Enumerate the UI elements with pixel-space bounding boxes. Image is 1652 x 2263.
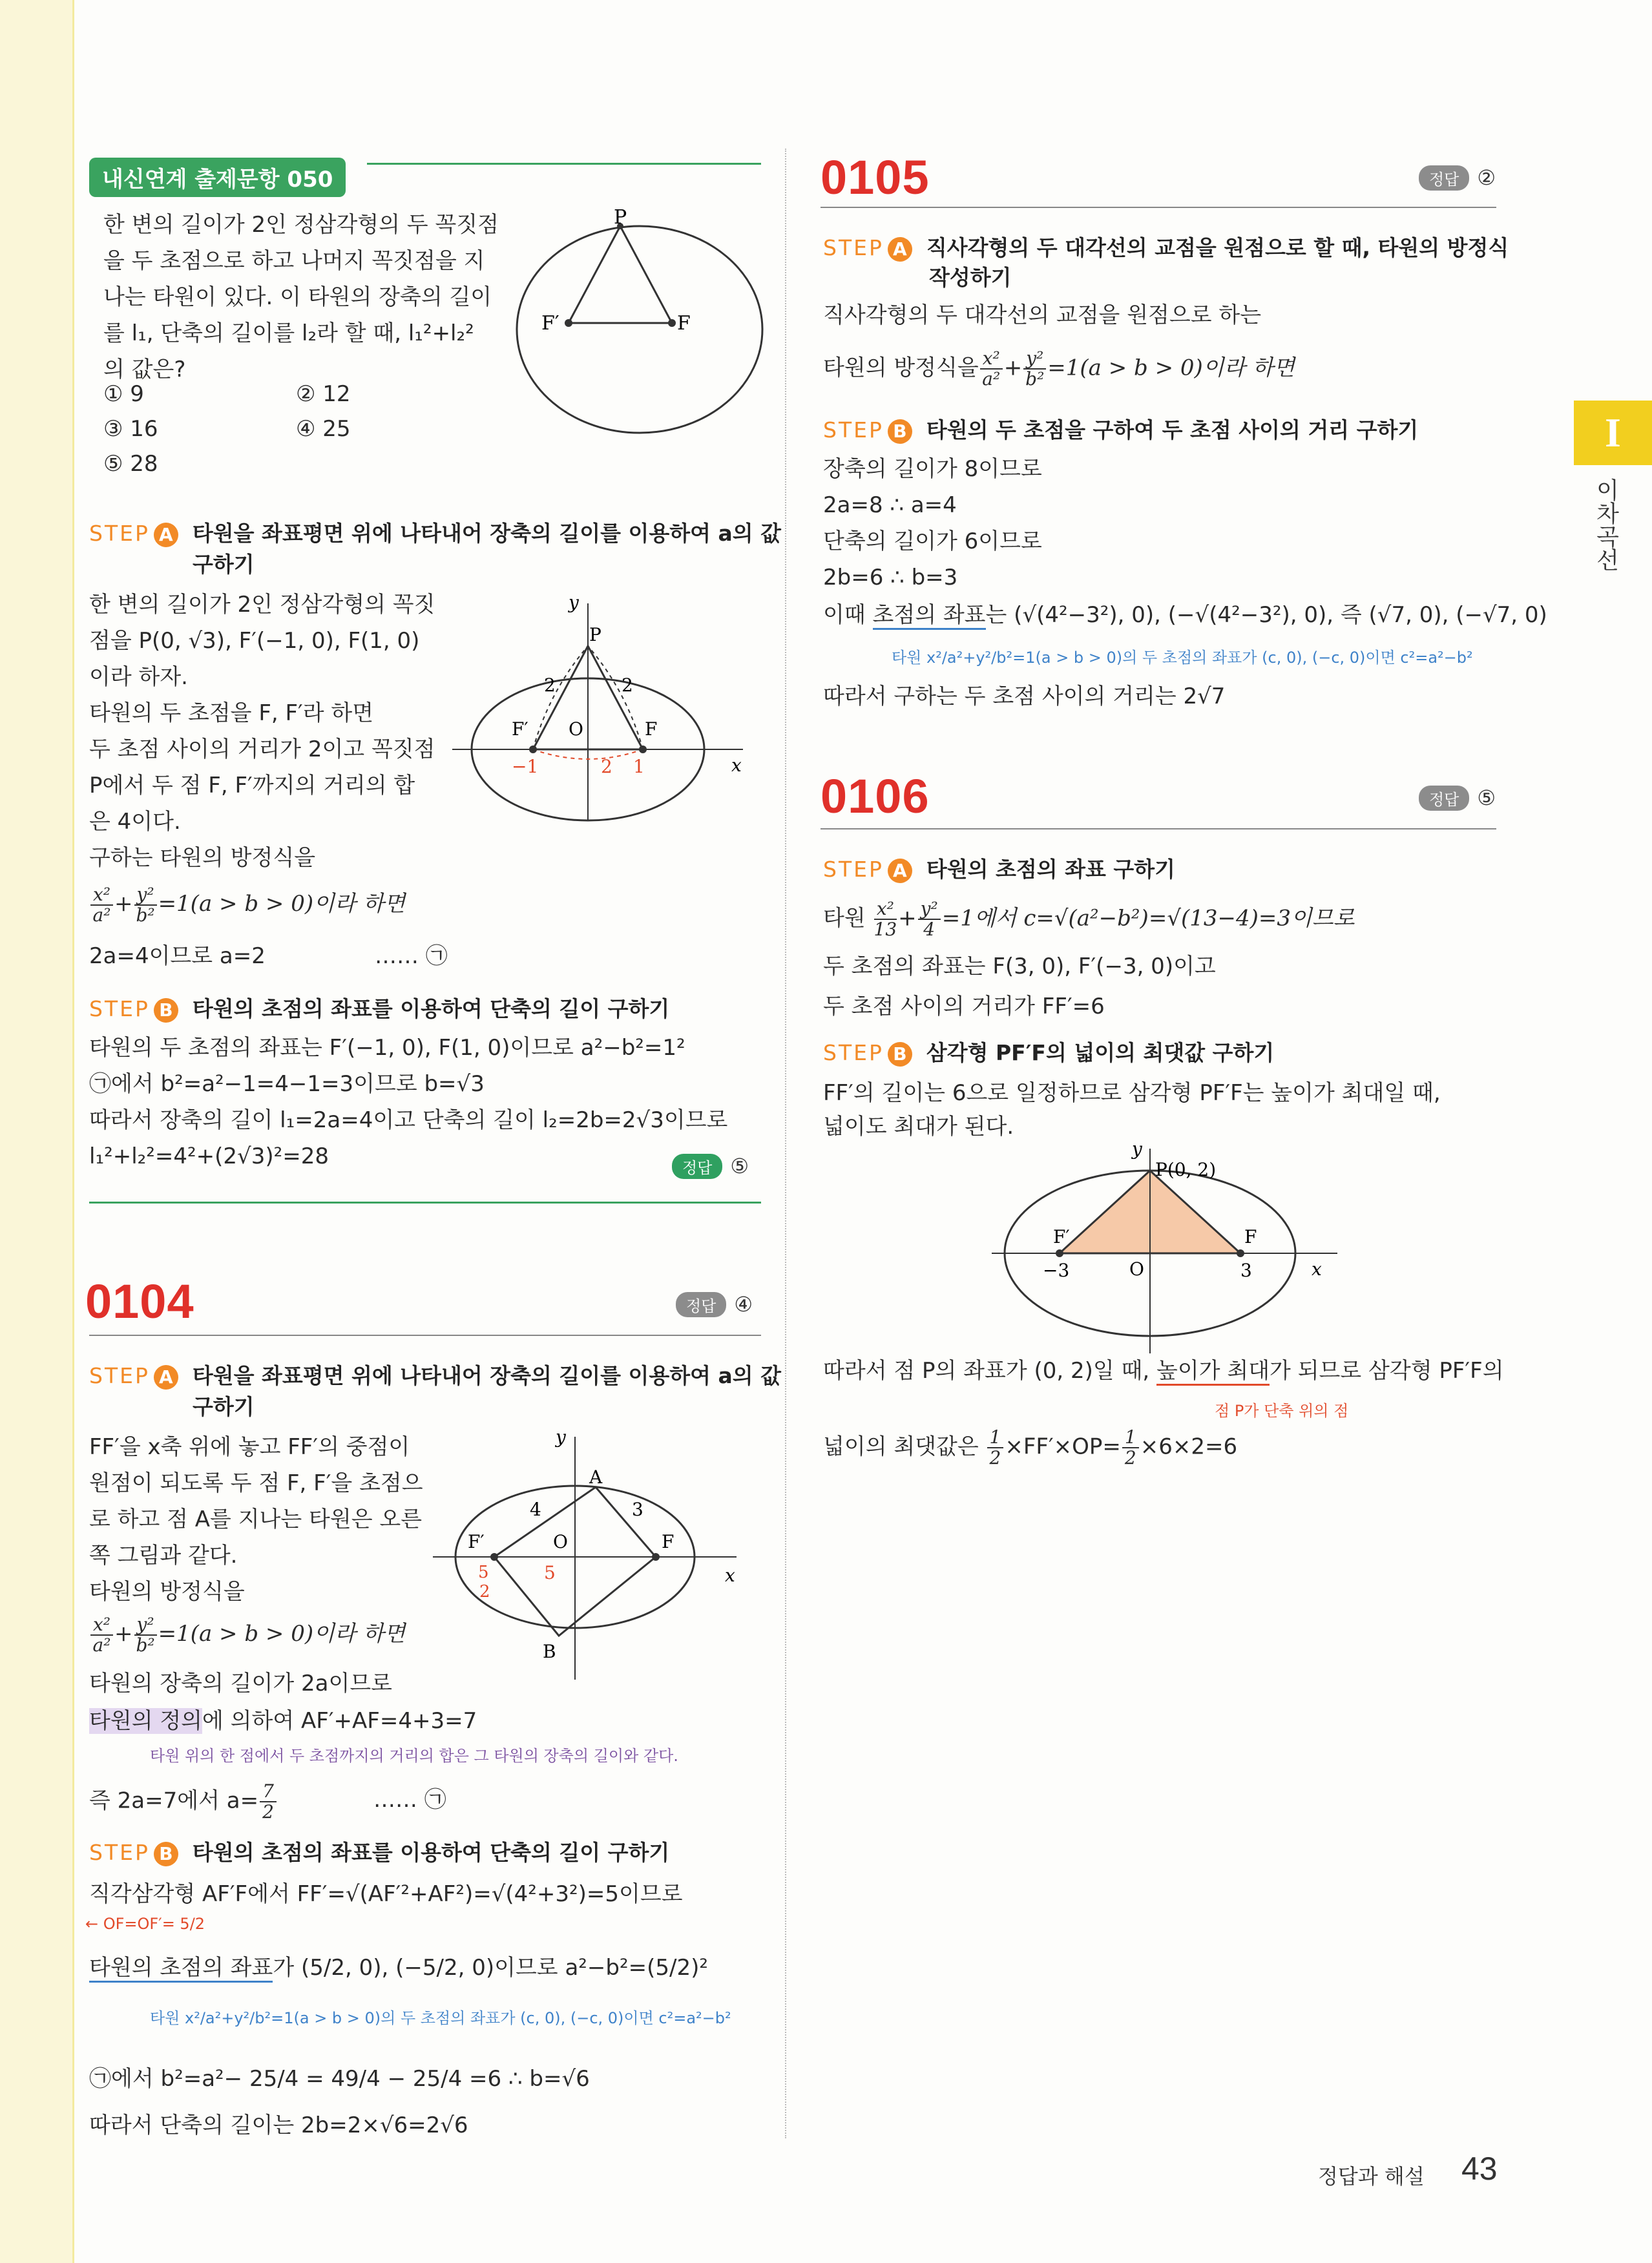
step-letter: A: [154, 1365, 178, 1390]
body-line: ㉠에서 b²=a²− 25/4 = 49/4 − 25/4 =6 ∴ b=√6: [89, 2066, 590, 2092]
body-line: 이라 하자.: [89, 664, 188, 690]
body-line: 넓이도 최대가 된다.: [823, 1114, 1014, 1140]
step-b-heading: [89, 992, 669, 1023]
answer-badge: [676, 1292, 753, 1317]
final-pre: 따라서 점 P의 좌표가 (0, 2)일 때,: [823, 1358, 1157, 1384]
answer-label: 정답: [1419, 786, 1469, 811]
label-o: O: [1129, 1258, 1144, 1280]
column-divider: [785, 149, 786, 2138]
step-a-heading: [823, 853, 1175, 883]
answer-label: 정답: [672, 1154, 722, 1179]
focus-line: [823, 597, 1547, 633]
axis-y: y: [1132, 1143, 1142, 1160]
choice: ⑤ 28: [103, 451, 158, 477]
definition-line: [89, 1703, 477, 1739]
step-b-heading: [823, 413, 1418, 444]
fig1-label-f: F: [677, 312, 691, 335]
step-a-heading-cont: 구하기: [193, 1394, 255, 1419]
answer-badge: [1419, 786, 1496, 811]
label-o: O: [569, 718, 583, 740]
label-f: F: [662, 1531, 674, 1552]
step-letter: B: [888, 419, 912, 444]
body-line: 점을 P(0, √3), F′(−1, 0), F(1, 0): [89, 628, 420, 654]
eq-post: =1에서 c=√(a²−b²)=√(13−4)=3이므로: [941, 905, 1355, 932]
label-fprime: F′: [1053, 1226, 1070, 1247]
fig1-label-p: P: [614, 207, 627, 229]
area-pre: 넓이의 최댓값은: [823, 1434, 979, 1460]
step-a-heading: [823, 231, 1509, 262]
ellipse-equation: $\frac{\text{x²}}{\text{a²}}$ + $\frac{\text{y²}}{\text{b²}}$ =1(a > b > 0)이라 하면: [89, 1615, 405, 1655]
choice: ① 9: [103, 381, 144, 407]
label-five: 5: [544, 1562, 556, 1583]
body-line: FF′을 x축 위에 놓고 FF′의 중점이: [89, 1434, 410, 1460]
step-tag: STEP: [89, 521, 150, 546]
body-line: 원점이 되도록 두 점 F, F′을 초점으: [89, 1470, 423, 1496]
step-letter: B: [888, 1042, 912, 1067]
step-title: 삼각형 PF′F의 넓이의 최댓값 구하기: [926, 1040, 1275, 1065]
step-title: 타원의 초점의 좌표 구하기: [926, 857, 1175, 882]
label-three: 3: [1240, 1260, 1252, 1281]
step-letter: B: [154, 1842, 178, 1866]
step-a-body: [89, 587, 435, 876]
label-a: A: [589, 1466, 603, 1488]
eq-pre: 타원: [823, 905, 866, 932]
body-line: 타원의 두 초점의 좌표는 F′(−1, 0), F(1, 0)이므로 a²−b²=1²: [89, 1035, 685, 1061]
label-f: F: [645, 718, 658, 740]
body-line: 두 초점의 좌표는 F(3, 0), F′(−3, 0)이고: [823, 954, 1216, 979]
margin-bar: [0, 0, 74, 2263]
figure-step-a-ellipse: [439, 594, 762, 827]
problem-line: 나는 타원이 있다. 이 타원의 장축의 길이: [103, 284, 492, 310]
eq-pre: 타원의 방정식을: [823, 355, 979, 381]
red-note: ← OF=OF′= 5/2: [85, 1915, 205, 1933]
step-title: 타원을 좌표평면 위에 나타내어 장축의 길이를 이용하여 a의 값: [192, 521, 781, 546]
body-line: 직사각형의 두 대각선의 교점을 원점으로 하는: [823, 302, 1262, 328]
step-a-body: [89, 1429, 423, 1610]
section-rule: [89, 1202, 761, 1204]
chapter-tab[interactable]: [1574, 401, 1652, 465]
blue-note: 타원 x²/a²+y²/b²=1(a > b > 0)의 두 초점의 좌표가 (c, 0), (−c, 0)이면 c²=a²−b²: [150, 2009, 731, 2027]
footer-label: 정답과 해설: [1318, 2164, 1425, 2189]
step-letter: A: [888, 859, 912, 883]
body-line: 따라서 장축의 길이 l₁=2a=4이고 단축의 길이 l₂=2b=2√3이므로: [89, 1107, 728, 1133]
problem-line: 를 l₁, 단축의 길이를 l₂라 할 때, l₁²+l₂²: [103, 320, 474, 346]
ellipse-equation: $\frac{\text{x²}}{\text{a²}}$ + $\frac{\text{y²}}{\text{b²}}$ =1(a > b > 0)이라 하면: [89, 885, 405, 925]
focus-rest: 가 (5/2, 0), (−5/2, 0)이므로 a²−b²=(5/2)²: [273, 1955, 708, 1981]
label-m3: −3: [1043, 1260, 1070, 1281]
problem-number: 0104: [85, 1275, 194, 1328]
choice: ④ 25: [296, 416, 351, 442]
focus-line: [89, 1950, 708, 1986]
label-four: 4: [530, 1499, 541, 1520]
equation-rest: =1(a > b > 0)이라 하면: [158, 891, 406, 917]
step-letter: A: [888, 237, 912, 262]
eq-post: =1(a > b > 0)이라 하면: [1047, 355, 1295, 381]
step-tag: STEP: [823, 235, 884, 260]
focus-pre: 이때: [823, 602, 873, 628]
blue-note: 타원 x²/a²+y²/b²=1(a > b > 0)의 두 초점의 좌표가 (c, 0), (−c, 0)이면 c²=a²−b²: [892, 649, 1473, 667]
step-b-body: [823, 451, 1042, 596]
chapter-title: 이차곡선: [1593, 478, 1619, 571]
equation-ref: …… ㉠: [375, 943, 448, 969]
body-line: 2a=4이므로 a=2: [89, 943, 266, 969]
choice: ③ 16: [103, 416, 158, 442]
section-rule: [821, 828, 1496, 829]
answer-value: ④: [734, 1292, 753, 1317]
problem-number: 0106: [821, 769, 930, 823]
step-tag: STEP: [823, 417, 884, 443]
body-line: 따라서 단축의 길이는 2b=2×√6=2√6: [89, 2112, 468, 2138]
final-underline: 높이가 최대: [1156, 1358, 1270, 1386]
step-letter: B: [154, 998, 178, 1023]
body-line: 직각삼각형 AF′F에서 FF′=√(AF′²+AF²)=√(4²+3²)=5이므로: [89, 1881, 683, 1907]
chapter-numeral: I: [1605, 410, 1621, 455]
step-a-heading-cont: 구하기: [193, 552, 255, 577]
body-line: 2b=6 ∴ b=3: [823, 565, 958, 590]
label-b: B: [543, 1641, 556, 1662]
step-tag: STEP: [89, 996, 150, 1021]
body-line: 한 변의 길이가 2인 정삼각형의 꼭짓: [89, 592, 435, 618]
label-side: 2: [622, 674, 633, 696]
area-post: ×6×2=6: [1140, 1434, 1238, 1460]
step-tag: STEP: [823, 1040, 884, 1065]
area-line: 넓이의 최댓값은 $\frac{1}{2}$ ×FF′×OP= $\frac{1}{2}$ ×6×2=6: [823, 1426, 1238, 1468]
step-tag: STEP: [823, 857, 884, 882]
axis-x: x: [725, 1565, 735, 1586]
body-line: 타원의 방정식을: [89, 1579, 245, 1605]
page-number: 43: [1461, 2151, 1498, 2187]
label-p: P(0, 2): [1155, 1159, 1217, 1180]
body-line: P에서 두 점 F, F′까지의 거리의 합: [89, 773, 415, 798]
step-tag: STEP: [89, 1363, 150, 1388]
step-b-body: [89, 1030, 727, 1174]
body-line: l₁²+l₂²=4²+(2√3)²=28: [89, 1143, 329, 1169]
axis-x: x: [731, 755, 742, 776]
problem-line: 의 값은?: [103, 357, 186, 382]
step-a-heading-cont: 작성하기: [929, 265, 1012, 290]
step-title: 타원의 초점의 좌표를 이용하여 단축의 길이 구하기: [192, 1840, 670, 1865]
label-fprime: F′: [468, 1531, 485, 1552]
definition-highlight: 타원의 정의: [89, 1708, 203, 1734]
problem-line: 을 두 초점으로 하고 나머지 꼭짓점을 지: [103, 248, 485, 274]
red-note: 점 P가 단축 위의 점: [1215, 1402, 1349, 1420]
figure-problem-ellipse: [510, 207, 769, 452]
body-line: 장축의 길이가 8이므로: [823, 456, 1042, 482]
body-line: ㉠에서 b²=a²−1=4−1=3이므로 b=√3: [89, 1071, 485, 1097]
figure-0104-ellipse: [426, 1428, 762, 1686]
section-rule: [89, 1335, 761, 1336]
answer-label: 정답: [676, 1292, 726, 1317]
label-two: 2: [601, 756, 612, 777]
problem-banner: 내신연계 출제문항 050: [89, 158, 346, 197]
final-line: [823, 1353, 1504, 1389]
area-mid: ×FF′×OP=: [1005, 1434, 1121, 1460]
answer-value: ②: [1477, 165, 1496, 190]
body-line: 은 4이다.: [89, 809, 181, 835]
focus-rest: 는 (√(4²−3²), 0), (−√(4²−3²), 0), 즉 (√7, 0), (−√7, 0): [985, 602, 1547, 628]
answer-badge: [672, 1154, 749, 1179]
label-three: 3: [632, 1499, 643, 1520]
focus-underline: 초점의 좌표: [873, 602, 986, 630]
label-five: 5: [478, 1563, 489, 1582]
body-line: 타원의 장축의 길이가 2a이므로: [89, 1671, 393, 1696]
final-post: 가 되므로 삼각형 PF′F의: [1270, 1358, 1504, 1384]
fig1-label-fprime: F′: [541, 312, 559, 335]
step-title: 타원의 초점의 좌표를 이용하여 단축의 길이 구하기: [192, 996, 670, 1021]
body-line: 단축의 길이가 6이므로: [823, 528, 1042, 554]
step-a-heading: [89, 1359, 781, 1390]
label-two: 2: [479, 1582, 490, 1601]
step-title: 직사각형의 두 대각선의 교점을 원점으로 할 때, 타원의 방정식: [926, 235, 1509, 260]
definition-rest: 에 의하여 AF′+AF=4+3=7: [202, 1708, 477, 1734]
axis-y: y: [556, 1428, 566, 1448]
answer-value: ⑤: [1477, 786, 1496, 810]
focus-underline: 타원의 초점의 좌표: [89, 1955, 273, 1983]
label-one: 1: [633, 756, 645, 777]
label-p: P: [589, 624, 601, 645]
axis-y: y: [569, 594, 579, 613]
so-line: 즉 2a=7에서 a= $\frac{7}{2}$: [89, 1782, 278, 1822]
step-b-heading: [89, 1836, 669, 1866]
body-line: 쪽 그림과 같다.: [89, 1543, 238, 1569]
problem-text: [103, 207, 499, 388]
definition-note: 타원 위의 한 점에서 두 초점까지의 거리의 합은 그 타원의 장축의 길이와 같다.: [150, 1747, 678, 1765]
problem-number: 0105: [821, 151, 930, 204]
so-text: 즉 2a=7에서 a=: [89, 1788, 259, 1814]
choice: ② 12: [296, 381, 351, 407]
step-tag: STEP: [89, 1840, 150, 1865]
step-a-heading: [89, 517, 781, 547]
step-title: 타원의 두 초점을 구하여 두 초점 사이의 거리 구하기: [926, 417, 1419, 443]
equation-rest: =1(a > b > 0)이라 하면: [158, 1621, 406, 1647]
answer-badge: [1419, 165, 1496, 191]
label-m1: −1: [512, 756, 539, 777]
answer-label: 정답: [1419, 165, 1469, 191]
body-line: 따라서 구하는 두 초점 사이의 거리는 2√7: [823, 683, 1226, 709]
section-rule: [821, 207, 1496, 208]
answer-value: ⑤: [730, 1154, 749, 1178]
banner-rule: [367, 163, 761, 165]
label-f: F: [1244, 1226, 1257, 1247]
body-line: 두 초점 사이의 거리가 2이고 꼭짓점: [89, 736, 435, 762]
label-side: 2: [544, 674, 556, 696]
step-title: 타원을 좌표평면 위에 나타내어 장축의 길이를 이용하여 a의 값: [192, 1363, 781, 1388]
body-line: 구하는 타원의 방정식을: [89, 845, 316, 871]
body-line: 타원의 두 초점을 F, F′라 하면: [89, 700, 374, 726]
axis-x: x: [1312, 1258, 1322, 1280]
body-line: 로 하고 점 A를 지나는 타원은 오른: [89, 1507, 423, 1532]
label-fprime: F′: [512, 718, 528, 740]
ellipse-equation: 타원 $\frac{\text{x²}}{13}$ + $\frac{\text{y²}}{4}$ =1에서 c=√(a²−b²)=√(13−4)=3이므로: [823, 898, 1355, 940]
figure-0106-ellipse: [988, 1143, 1350, 1357]
equation-ref: …… ㉠: [373, 1787, 446, 1813]
label-o: O: [553, 1531, 568, 1552]
step-b-heading: [823, 1036, 1274, 1067]
problem-line: 한 변의 길이가 2인 정삼각형의 두 꼭짓점: [103, 212, 499, 238]
body-line: 2a=8 ∴ a=4: [823, 492, 957, 518]
body-line: FF′의 길이는 6으로 일정하므로 삼각형 PF′F는 높이가 최대일 때,: [823, 1080, 1441, 1106]
body-line: 두 초점 사이의 거리가 FF′=6: [823, 994, 1105, 1019]
ellipse-equation: 타원의 방정식을 $\frac{\text{x²}}{\text{a²}}$ + $\frac{\text{y²}}{\text{b²}}$ =1(a > b > 0)이라 하면: [823, 348, 1295, 390]
step-letter: A: [154, 523, 178, 547]
